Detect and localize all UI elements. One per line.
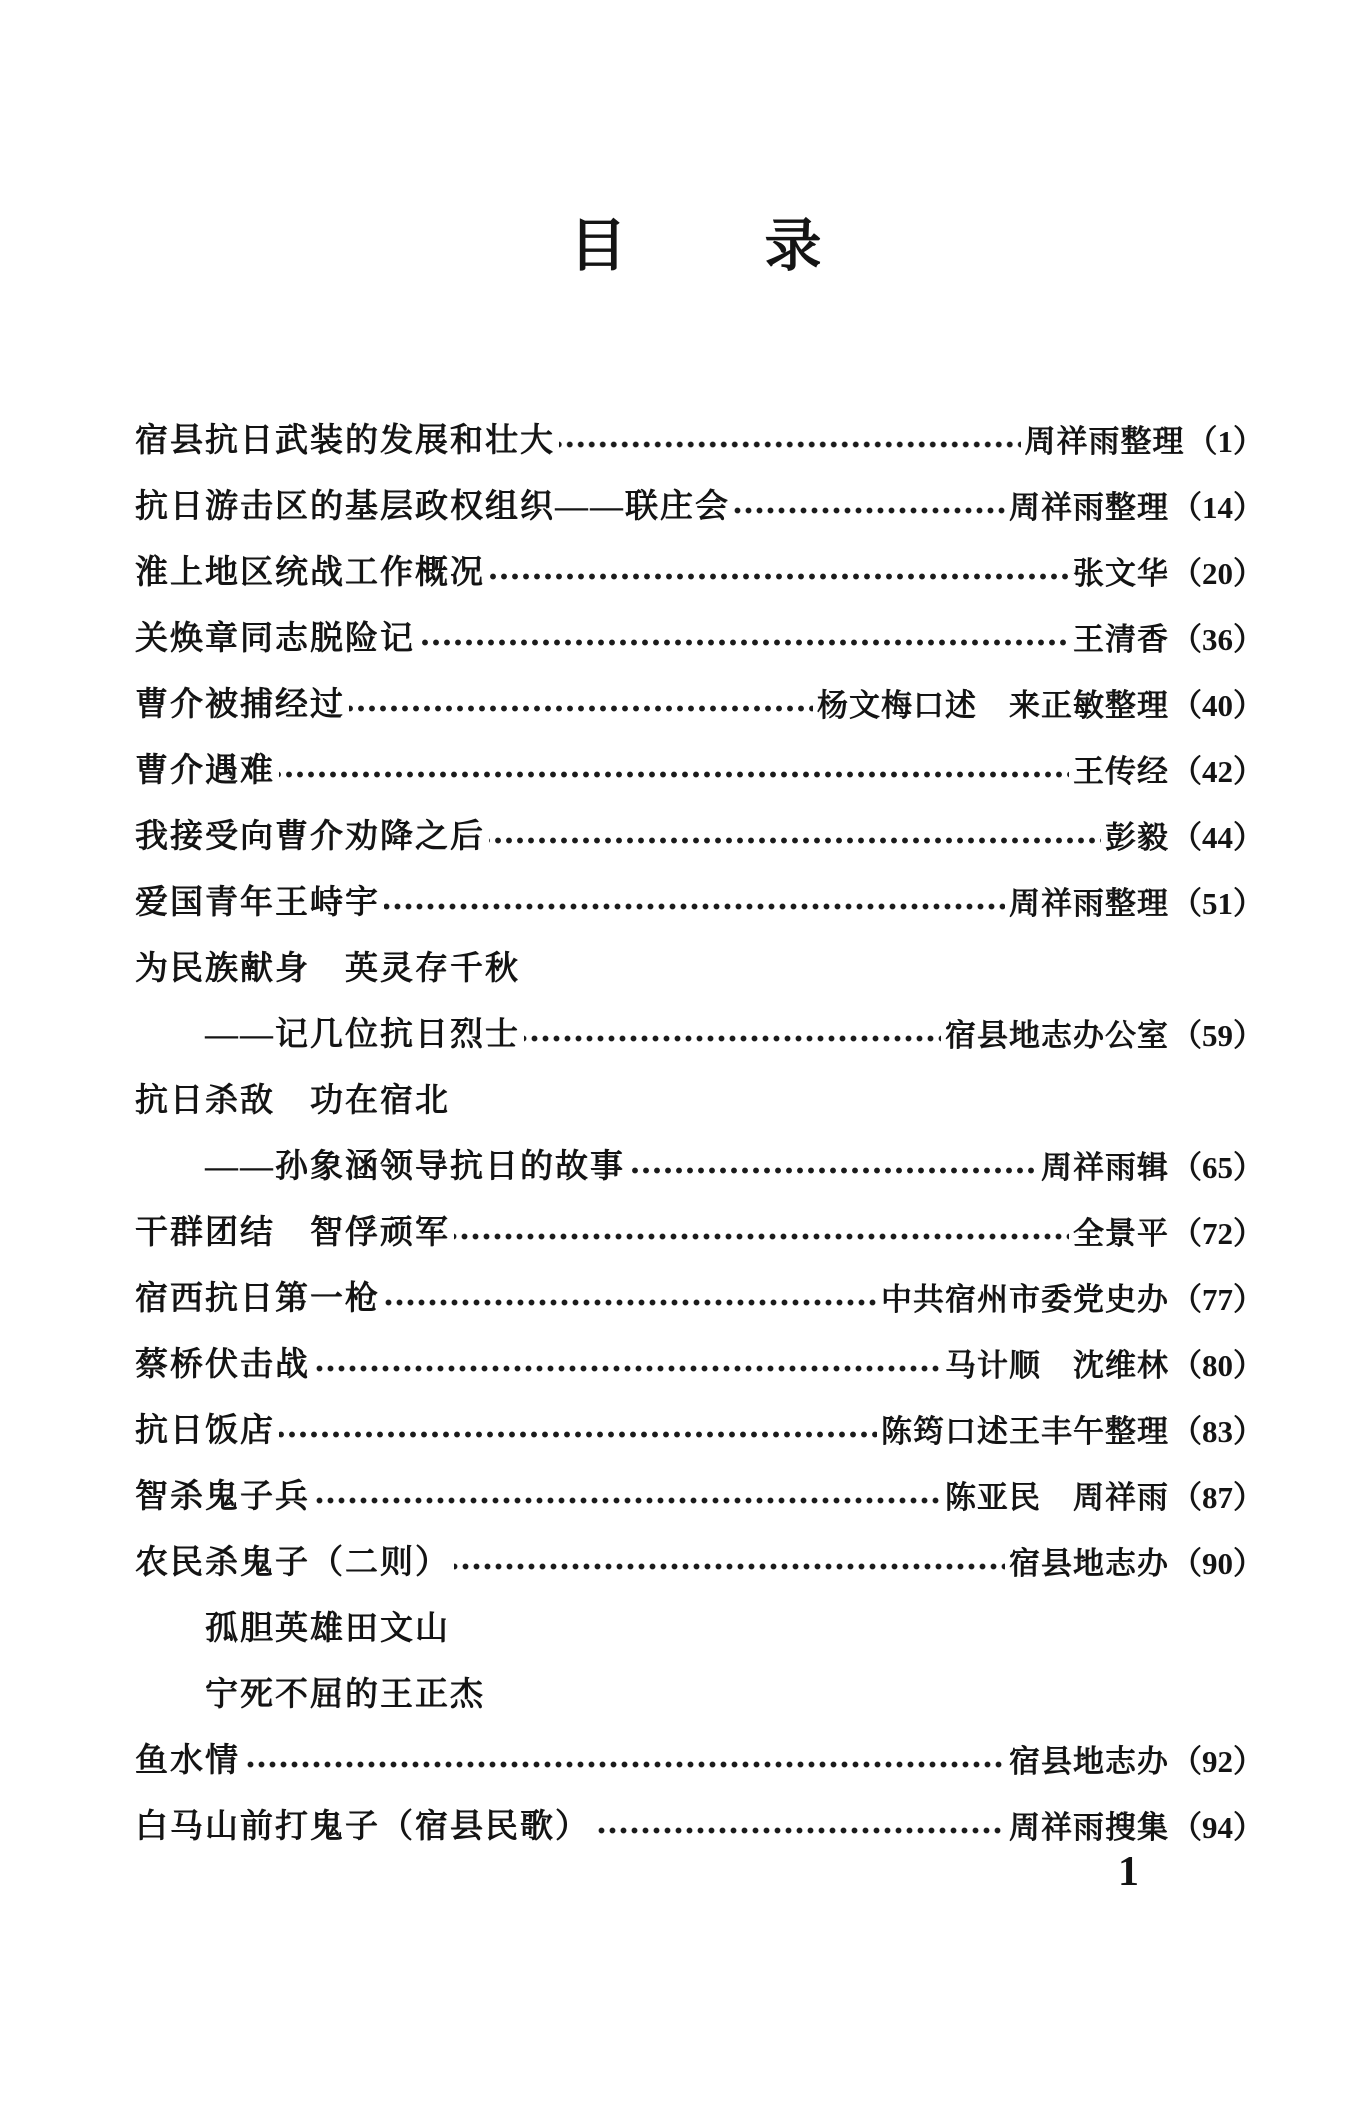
toc-entry xyxy=(135,1543,1264,1583)
toc-entry xyxy=(135,1477,1264,1517)
toc-entry xyxy=(135,1279,1264,1319)
entry-page-number: （14） xyxy=(1171,489,1264,525)
toc-entry xyxy=(135,883,1264,923)
entry-title: ——孙象涵领导抗日的故事 xyxy=(205,1148,625,1185)
entry-author: 陈亚民 周祥雨 xyxy=(945,1479,1169,1515)
entry-author: 周祥雨整理 xyxy=(1009,885,1169,921)
entry-author: 马计顺 沈维林 xyxy=(945,1347,1169,1383)
entry-page-number: （65） xyxy=(1171,1149,1264,1185)
entry-author: 张文华 xyxy=(1073,555,1169,591)
page-title: 目 录 xyxy=(569,215,830,278)
dot-leader xyxy=(734,504,1005,517)
entry-title: 鱼水情 xyxy=(135,1742,240,1779)
dot-leader xyxy=(314,1494,941,1507)
entry-author: 王传经 xyxy=(1073,753,1169,789)
entry-page-number: （42） xyxy=(1171,753,1264,789)
entry-title: 抗日饭店 xyxy=(135,1412,275,1449)
entry-author: 陈筠口述王丰午整理 xyxy=(881,1413,1169,1449)
entry-title: 智杀鬼子兵 xyxy=(135,1478,310,1515)
dot-leader xyxy=(419,636,1069,649)
entry-page-number: （87） xyxy=(1171,1479,1264,1515)
toc-entry xyxy=(135,949,1264,989)
entry-title: 孤胆英雄田文山 xyxy=(205,1610,450,1647)
dot-leader xyxy=(559,438,1021,451)
entry-page-number: （36） xyxy=(1171,621,1264,657)
toc-entry xyxy=(135,1675,1264,1715)
entry-page-number: （94） xyxy=(1171,1809,1264,1845)
entry-author: 周祥雨整理 xyxy=(1024,423,1185,459)
entry-title: 宁死不屈的王正杰 xyxy=(205,1676,485,1713)
entry-title: 抗日游击区的基层政权组织——联庄会 xyxy=(135,488,730,525)
toc-entry xyxy=(135,421,1264,461)
toc-entry xyxy=(135,1411,1264,1451)
entry-author: 宿县地志办公室 xyxy=(945,1017,1169,1053)
entry-page-number: （44） xyxy=(1171,819,1264,855)
entry-title: 蔡桥伏击战 xyxy=(135,1346,310,1383)
entry-page-number: （59） xyxy=(1171,1017,1264,1053)
entry-page-number: （51） xyxy=(1171,885,1264,921)
toc-entry xyxy=(135,1081,1264,1121)
toc-entry xyxy=(135,1015,1264,1055)
folio-page-number: 1 xyxy=(1118,1849,1139,1895)
toc-entry xyxy=(135,1741,1264,1781)
dot-leader xyxy=(489,570,1069,583)
toc-entry xyxy=(135,619,1264,659)
toc-entry xyxy=(135,487,1264,527)
entry-title: 抗日杀敌 功在宿北 xyxy=(135,1082,450,1119)
dot-leader xyxy=(594,1824,1005,1837)
entry-author: 中共宿州市委党史办 xyxy=(881,1281,1169,1317)
dot-leader xyxy=(629,1164,1037,1177)
entry-page-number: （90） xyxy=(1171,1545,1264,1581)
toc-entry xyxy=(135,685,1264,725)
entry-author: 王清香 xyxy=(1073,621,1169,657)
entry-page-number: （83） xyxy=(1171,1413,1264,1449)
toc-entry xyxy=(135,1147,1264,1187)
entry-title: 宿西抗日第一枪 xyxy=(135,1280,380,1317)
entry-author: 宿县地志办 xyxy=(1009,1743,1169,1779)
entry-author: 杨文梅口述 来正敏整理 xyxy=(817,687,1169,723)
dot-leader xyxy=(279,1428,877,1441)
entry-author: 彭毅 xyxy=(1105,819,1169,855)
toc-entry xyxy=(135,1807,1264,1847)
entry-author: 周祥雨搜集 xyxy=(1009,1809,1169,1845)
dot-leader xyxy=(384,900,1005,913)
entry-title: ——记几位抗日烈士 xyxy=(205,1016,520,1053)
toc-entry xyxy=(135,817,1264,857)
entry-title: 白马山前打鬼子（宿县民歌） xyxy=(135,1808,590,1845)
entry-page-number: （1） xyxy=(1186,423,1264,459)
toc-list xyxy=(135,421,1264,1847)
dot-leader xyxy=(384,1296,877,1309)
entry-title: 农民杀鬼子（二则） xyxy=(135,1544,450,1581)
entry-page-number: （40） xyxy=(1171,687,1264,723)
entry-page-number: （20） xyxy=(1171,555,1264,591)
dot-leader xyxy=(489,834,1101,847)
toc-entry xyxy=(135,553,1264,593)
dot-leader xyxy=(349,702,813,715)
toc-entry xyxy=(135,1345,1264,1385)
entry-page-number: （92） xyxy=(1171,1743,1264,1779)
entry-page-number: （72） xyxy=(1171,1215,1264,1251)
entry-title: 淮上地区统战工作概况 xyxy=(135,554,485,591)
entry-title: 曹介被捕经过 xyxy=(135,686,345,723)
toc-entry xyxy=(135,1213,1264,1253)
dot-leader xyxy=(244,1758,1005,1771)
dot-leader xyxy=(314,1362,941,1375)
entry-author: 全景平 xyxy=(1073,1215,1169,1251)
entry-page-number: （77） xyxy=(1171,1281,1264,1317)
entry-title: 干群团结 智俘顽军 xyxy=(135,1214,450,1251)
dot-leader xyxy=(454,1560,1005,1573)
entry-title: 我接受向曹介劝降之后 xyxy=(135,818,485,855)
dot-leader xyxy=(454,1230,1069,1243)
entry-author: 宿县地志办 xyxy=(1009,1545,1169,1581)
entry-title: 为民族献身 英灵存千秋 xyxy=(135,950,520,987)
entry-title: 宿县抗日武装的发展和壮大 xyxy=(135,422,555,459)
entry-title: 关焕章同志脱险记 xyxy=(135,620,415,657)
toc-entry xyxy=(135,751,1264,791)
toc-entry xyxy=(135,1609,1264,1649)
dot-leader xyxy=(279,768,1069,781)
dot-leader xyxy=(524,1032,941,1045)
entry-title: 爱国青年王峙宇 xyxy=(135,884,380,921)
entry-page-number: （80） xyxy=(1171,1347,1264,1383)
entry-author: 周祥雨整理 xyxy=(1009,489,1169,525)
entry-author: 周祥雨辑 xyxy=(1041,1149,1169,1185)
entry-title: 曹介遇难 xyxy=(135,752,275,789)
